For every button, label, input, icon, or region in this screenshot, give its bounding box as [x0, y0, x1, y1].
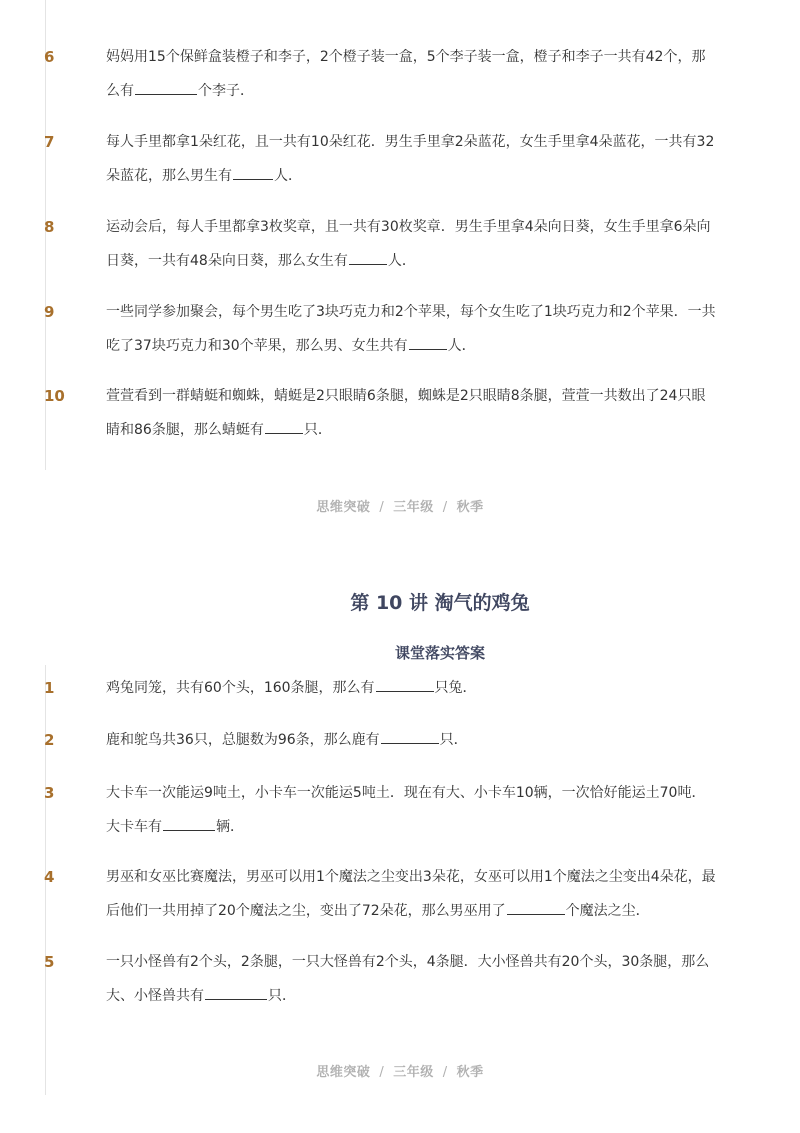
answer-blank — [349, 250, 387, 265]
problem-text: 每人手里都拿1朵红花，且一共有10朵红花．男生手里拿2朵蓝花，女生手里拿4朵蓝花，一共有32朵蓝花，那么男生有 人． — [106, 134, 715, 184]
page-footer: 思维突破 / 三年级 / 秋季 — [316, 500, 484, 515]
section-title: 课堂落实答案 — [394, 644, 485, 662]
problem-text: 鸡兔同笼，共有60个头，160条腿，那么有 只兔． — [106, 671, 718, 705]
problem-number: 10 — [44, 387, 65, 405]
problem-text: 运动会后，每人手里都拿3枚奖章，且一共有30枚奖章．男生手里拿4朵向日葵，女生手里拿6朵向日葵，一共有48朵向日葵，那么女生有 人． — [106, 219, 711, 269]
answer-blank — [233, 165, 273, 180]
problem-text: 一只小怪兽有2个头，2条腿，一只大怪兽有2个头，4条腿．大小怪兽共有20个头，30条腿，那么大、小怪兽共有 只． — [106, 954, 710, 1004]
problem-text: 大卡车一次能运9吨土，小卡车一次能运5吨土．现在有大、小卡车10辆，一次恰好能运土70吨．大卡车有 辆． — [106, 785, 706, 835]
answer-blank — [381, 729, 439, 744]
answer-blank — [205, 985, 267, 1000]
problem-text: 鹿和鸵鸟共36只，总腿数为96条，那么鹿有 只． — [106, 723, 718, 757]
answer-blank — [507, 900, 565, 915]
problem-text: 妈妈用15个保鲜盒装橙子和李子，2个橙子装一盒，5个李子装一盒，橙子和李子一共有42个，那么有 个李子． — [106, 49, 706, 99]
answer-blank — [135, 80, 197, 95]
problem-number: 1 — [44, 679, 55, 697]
problem-number: 8 — [44, 218, 55, 236]
page-footer: 思维突破 / 三年级 / 秋季 — [316, 1065, 484, 1080]
problem-number: 6 — [44, 48, 55, 66]
problem-number: 7 — [44, 133, 55, 151]
answer-blank — [163, 816, 215, 831]
answer-blank — [265, 419, 303, 434]
problem-number: 3 — [44, 784, 55, 802]
problem-number: 9 — [44, 303, 55, 321]
problem-text: 萱萱看到一群蜻蜓和蜘蛛，蜻蜓是2只眼睛6条腿，蜘蛛是2只眼睛8条腿，萱萱一共数出了24只眼睛和86条腿，那么蜻蜓有 只． — [106, 388, 706, 438]
answer-blank — [409, 335, 447, 350]
lecture-title: 第 10 讲 淘气的鸡兔 — [350, 592, 530, 614]
problem-number: 4 — [44, 868, 55, 886]
problem-text: 男巫和女巫比赛魔法，男巫可以用1个魔法之尘变出3朵花，女巫可以用1个魔法之尘变出4朵花，最后他们一共用掉了20个魔法之尘，变出了72朵花，那么男巫用了 个魔法之尘． — [106, 869, 716, 919]
answer-blank — [376, 677, 434, 692]
problem-text: 一些同学参加聚会，每个男生吃了3块巧克力和2个苹果，每个女生吃了1块巧克力和2个苹果．一共吃了37块巧克力和30个苹果，那么男、女生共有 人． — [106, 304, 716, 354]
problem-number: 5 — [44, 953, 55, 971]
problem-number: 2 — [44, 731, 55, 749]
